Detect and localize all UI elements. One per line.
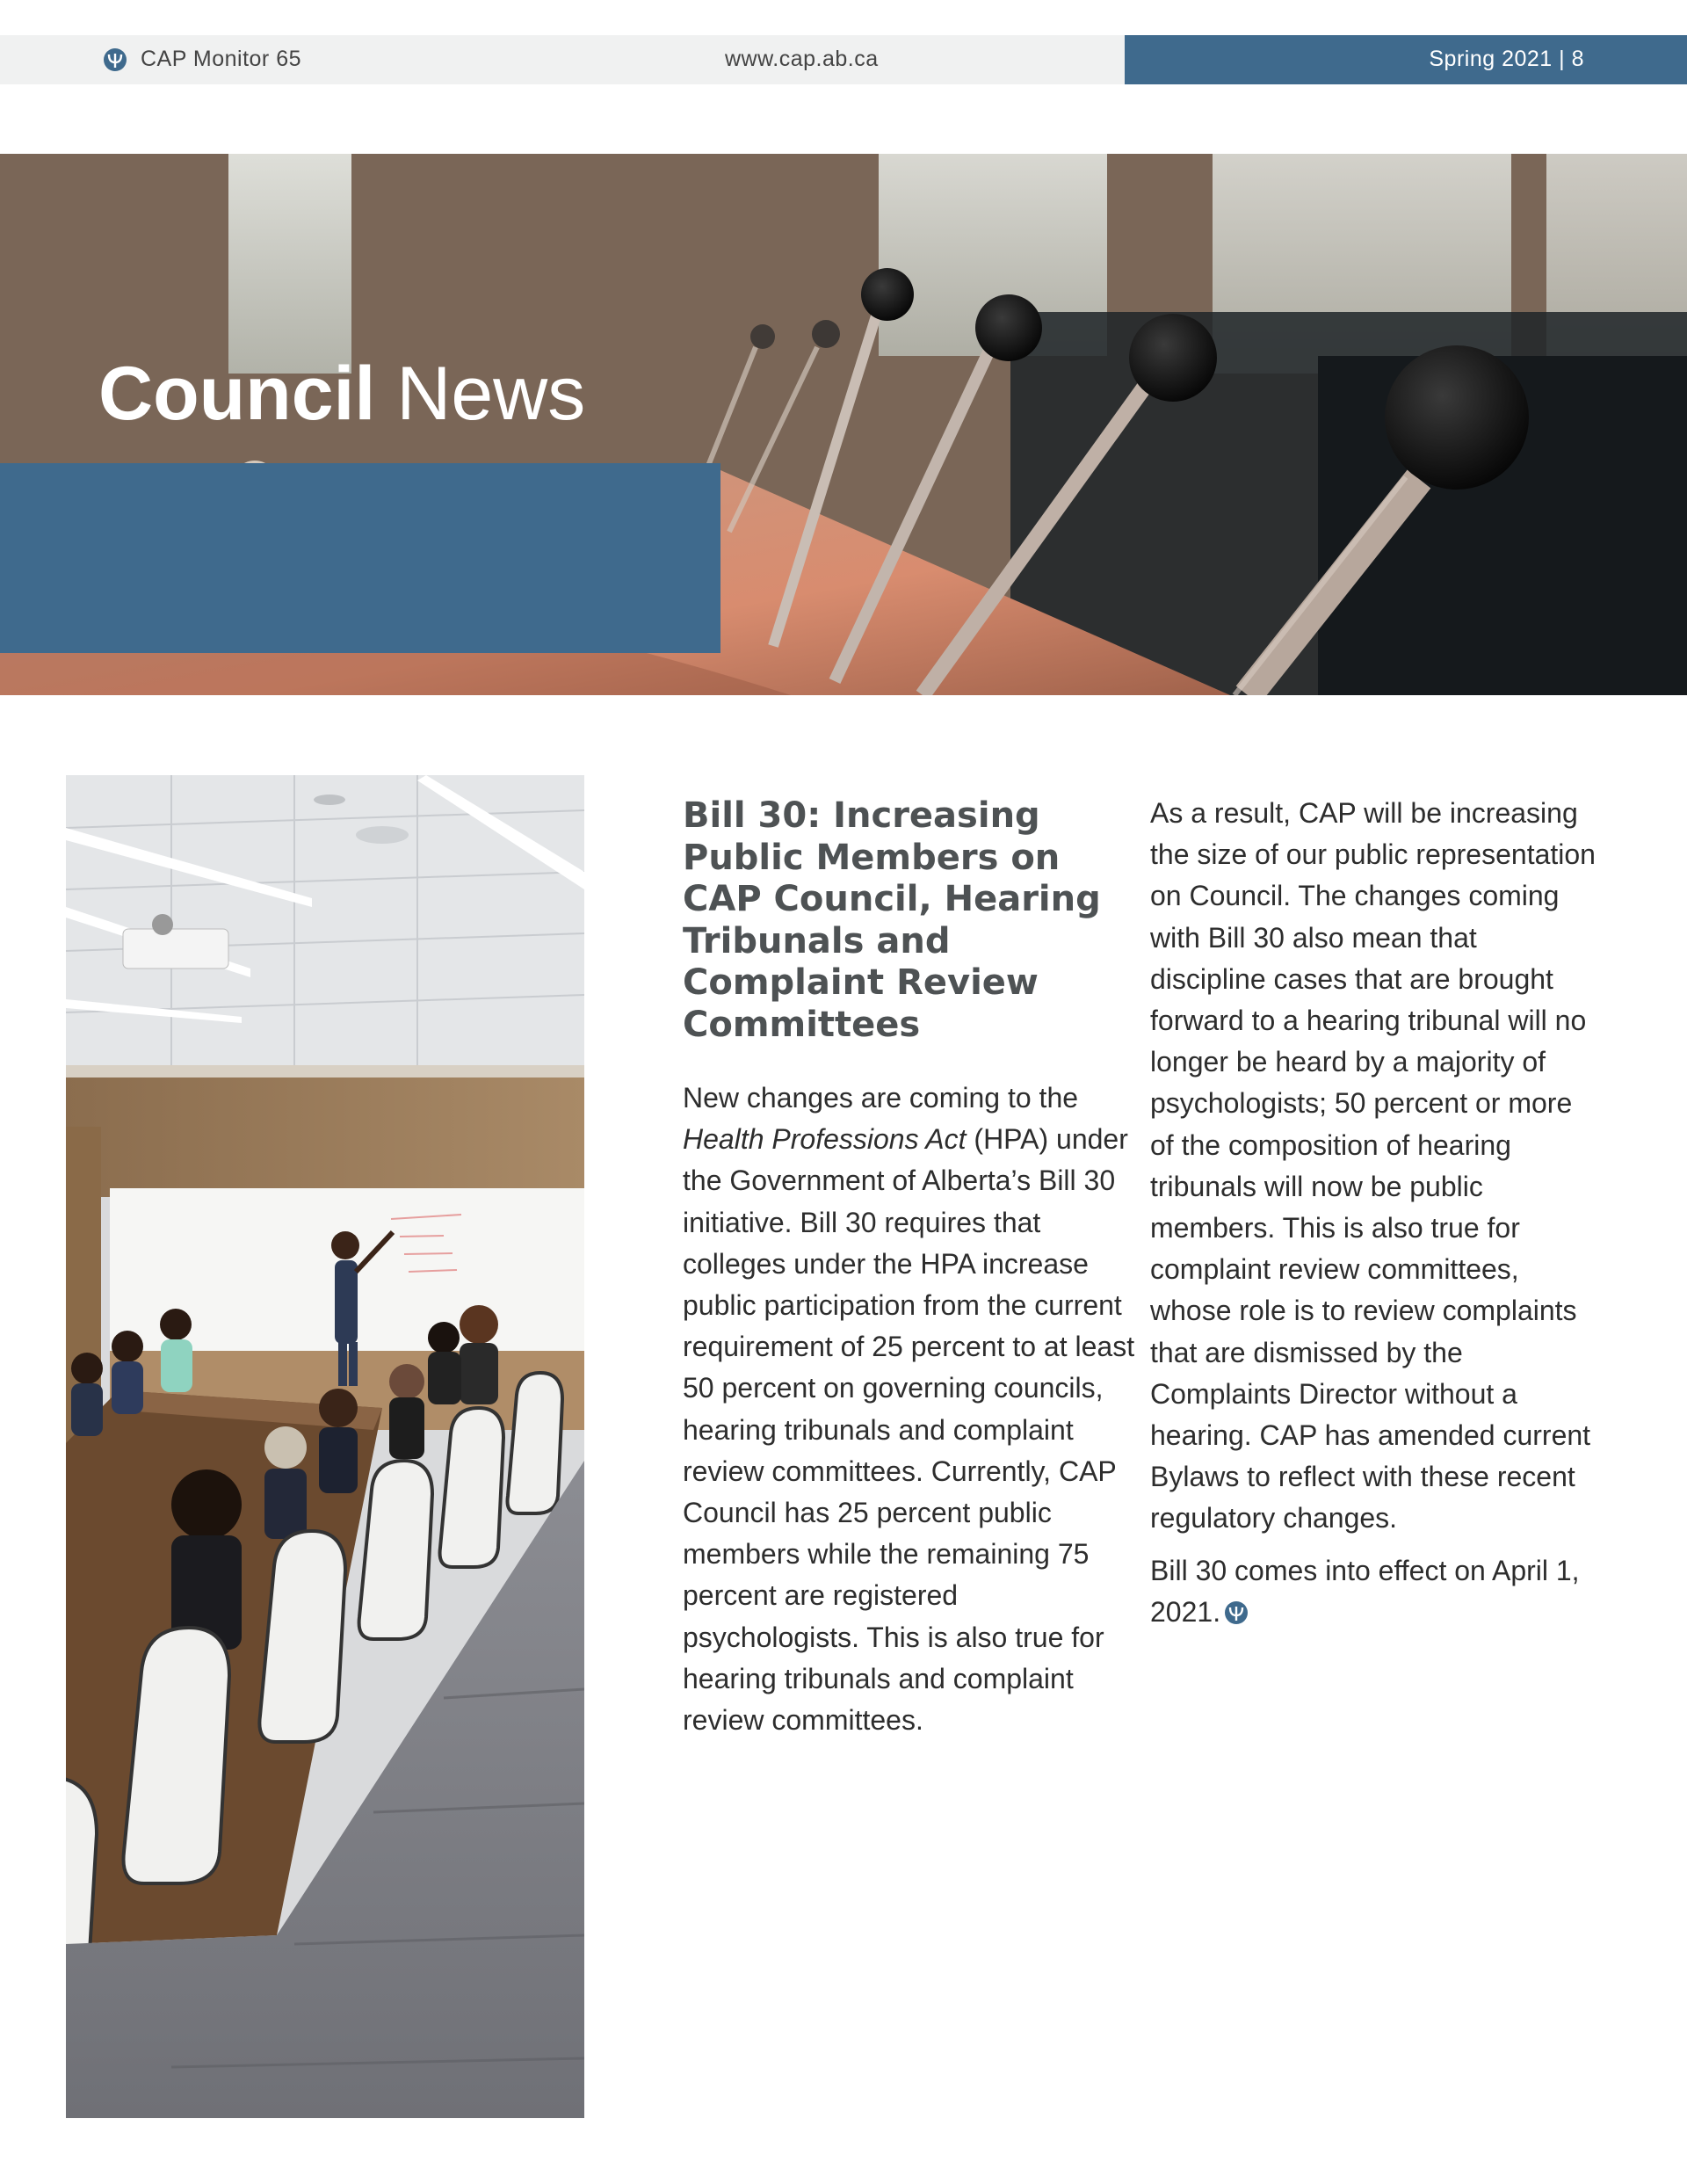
effective-date-text: Bill 30 comes into effect on April 1, 2021. [1150, 1554, 1580, 1628]
article-paragraph-3 [1150, 1550, 1598, 1633]
paragraph-1-intro: New changes are coming to the [683, 1082, 1079, 1114]
psi-end-mark-icon [1224, 1600, 1249, 1625]
article-paragraph-1 [683, 1077, 1140, 1741]
paragraph-1-body: (HPA) under the Government of Alberta’s Bill 30 initiative. Bill 30 requires that colleges under the HPA increase public participation from the current requirement of 25 percent to at least 50 percent on governing councils, hearing tribunals and complaint review committees. Currently, CAP Council has 25 percent public members while the remaining 75 percent are registered psychologists. This is also true for hearing tribunals and complaint review committees. [683, 1123, 1135, 1737]
article-headline: Bill 30: Increasing Public Members on CAP Council, Hearing Tribunals and Complaint Review Committees [683, 795, 1101, 1045]
article-column-2 [1150, 793, 1598, 1633]
side-photo [66, 775, 584, 2118]
act-title: Health Professions Act [683, 1123, 967, 1156]
section-title [98, 352, 586, 436]
meeting-room-photo [66, 775, 584, 2118]
publication-name: CAP Monitor 65 [141, 47, 302, 71]
psi-logo-icon [103, 47, 127, 72]
section-title-box [0, 463, 720, 653]
section-title-bold: Council [98, 352, 376, 436]
article-column-1 [683, 1077, 1140, 1741]
article-paragraph-2: As a result, CAP will be increasing the size of our public representation on Council. The changes coming with Bill 30 also mean that discipline cases that are brought forward to a hearing tribunal will no longer be heard by a majority of psychologists; 50 percent or more of the composition of hearing tribunals will now be public members. This is also true for complaint review committees, whose role is to review complaints that are dismissed by the Complaints Director without a hearing. CAP has amended current Bylaws to reflect with these recent regulatory changes. [1150, 797, 1596, 1535]
issue-page-info: Spring 2021 | 8 [1429, 47, 1584, 71]
section-title-light: News [396, 352, 586, 436]
website-url[interactable]: www.cap.ab.ca [725, 47, 879, 71]
header-issue-bar [1125, 35, 1687, 84]
